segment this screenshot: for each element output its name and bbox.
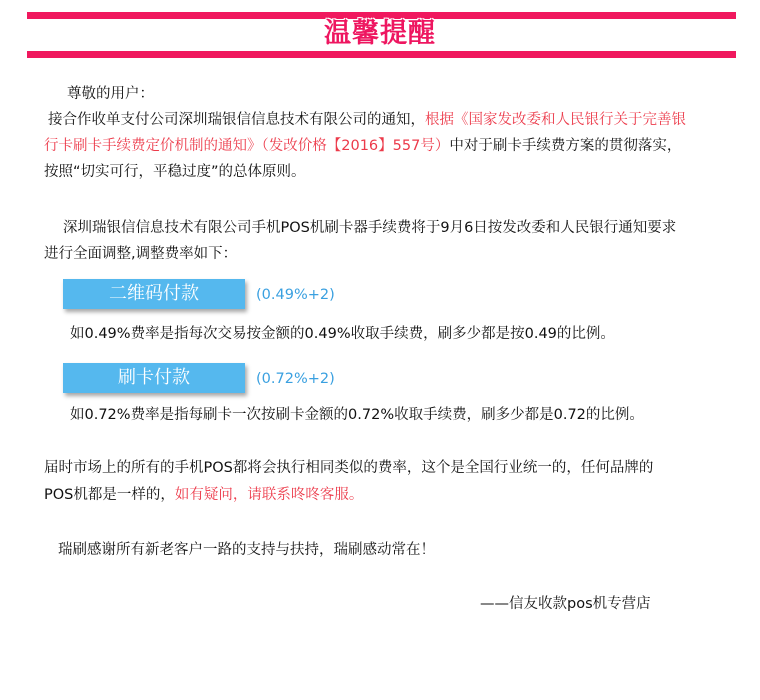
page-title: 温馨提醒: [324, 18, 436, 49]
notice-line-2-plain: 中对于刷卡手续费方案的贯彻落实，: [449, 138, 682, 154]
rate-label-card: 刷卡付款: [63, 363, 245, 393]
notice-line-3: 按照“切实可行，平稳过度”的总体原则。: [44, 164, 306, 180]
notice-line-1: [48, 107, 686, 133]
notice-line-1-highlight: 根据《国家发改委和人民银行关于完善银: [425, 112, 686, 128]
rate-value-qrcode: (0.49%+2): [256, 287, 335, 303]
notice-line-1-plain: 接合作收单支付公司深圳瑞银信信息技术有限公司的通知，: [48, 112, 425, 128]
market-line-2-plain: POS机都是一样的，: [44, 487, 175, 503]
signature: ——信友收款pos机专营店: [480, 596, 651, 612]
rate-label-qrcode: 二维码付款: [63, 279, 245, 309]
rate-description-card: 如0.72%费率是指每刷卡一次按刷卡金额的0.72%收取手续费，刷多少都是0.72的比例。: [70, 407, 644, 423]
greeting: 尊敬的用户：: [67, 86, 154, 102]
adjustment-line-1: 深圳瑞银信信息技术有限公司手机POS机刷卡器手续费将于9月6日按发改委和人民银行通知要求: [63, 220, 677, 236]
notice-line-2: [44, 133, 681, 159]
market-line-1: 届时市场上的所有的手机POS都将会执行相同类似的费率，这个是全国行业统一的，任何品牌的: [44, 460, 654, 476]
rate-description-qrcode: 如0.49%费率是指每次交易按金额的0.49%收取手续费，刷多少都是按0.49的比例。: [70, 326, 615, 342]
rate-value-card: (0.72%+2): [256, 371, 335, 387]
notice-line-2-highlight: 行卡刷卡手续费定价机制的通知》（发改价格【2016】557号）: [44, 138, 450, 154]
market-line-2-highlight: 如有疑问，请联系咚咚客服。: [174, 487, 364, 503]
adjustment-line-2: 进行全面调整,调整费率如下：: [44, 246, 238, 262]
thanks-message: 瑞刷感谢所有新老客户一路的支持与扶持，瑞刷感动常在！: [58, 542, 435, 558]
market-line-2: [44, 482, 363, 508]
